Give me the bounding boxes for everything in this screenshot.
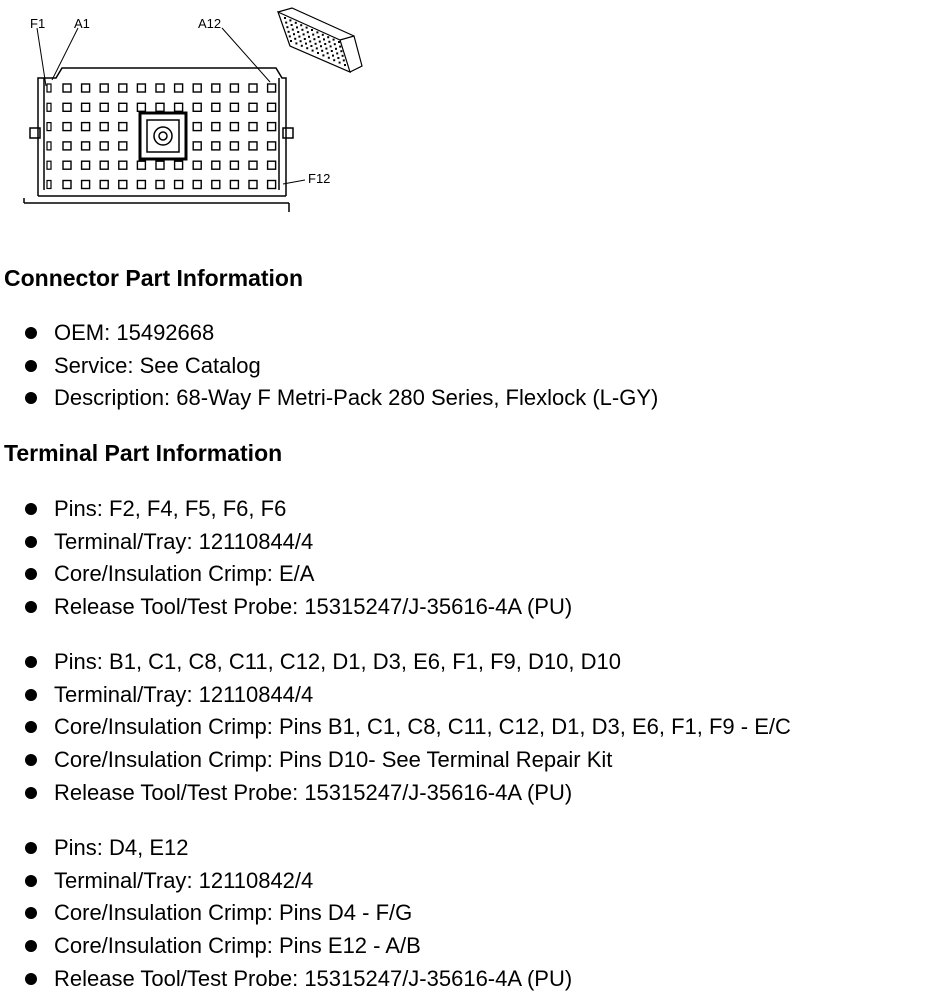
perspective-pin-hole <box>303 33 305 35</box>
perspective-pin-hole <box>284 17 286 19</box>
pin-cavity <box>268 103 276 111</box>
pin-cavity <box>137 181 145 189</box>
item-value: See Catalog <box>139 352 261 378</box>
item-value: 12110844/4 <box>198 528 314 554</box>
pin-cavity <box>212 84 220 92</box>
perspective-pin-hole <box>333 59 335 61</box>
perspective-pin-hole <box>321 50 323 52</box>
bullet-icon <box>25 842 37 854</box>
bullet-icon <box>25 656 37 668</box>
terminal-group-3 <box>0 832 572 995</box>
perspective-pin-hole <box>300 40 302 42</box>
connector-face <box>24 68 293 212</box>
perspective-pin-hole <box>312 34 314 36</box>
perspective-pin-hole <box>288 31 290 33</box>
perspective-pin-hole <box>310 45 312 47</box>
perspective-pin-hole <box>307 31 309 33</box>
terminal-group-2 <box>0 646 791 809</box>
item-label: Pins <box>54 649 97 674</box>
pin-cavity <box>249 123 257 131</box>
perspective-pin-hole <box>327 36 329 38</box>
perspective-pin-hole <box>285 22 287 24</box>
perspective-pin-hole <box>336 52 338 54</box>
list-item: Core/Insulation Crimp: E/A <box>0 558 572 591</box>
perspective-pin-hole <box>317 52 319 54</box>
pin-cavity <box>268 84 276 92</box>
pin-cavity <box>47 161 51 169</box>
item-value: Pins B1, C1, C8, C11, C12, D1, D3, E6, F1, F9 - E/C <box>278 714 791 740</box>
perspective-pin-hole <box>343 59 345 61</box>
pin-cavity <box>193 142 201 150</box>
perspective-pin-hole <box>289 19 291 21</box>
pin-cavity <box>230 84 238 92</box>
perspective-pin-hole <box>324 43 326 45</box>
list-item: Terminal/Tray: 12110844/4 <box>0 526 572 559</box>
item-label: Core/Insulation Crimp <box>54 714 267 740</box>
connector-part-info-list <box>0 317 658 415</box>
bullet-icon <box>25 689 37 701</box>
pin-cavity <box>212 181 220 189</box>
item-label: Pins <box>54 496 97 521</box>
perspective-pin-hole <box>313 38 315 40</box>
item-value: E/A <box>278 561 315 587</box>
terminal-part-info-heading: Terminal Part Information <box>4 440 283 466</box>
pin-cavity <box>119 84 127 92</box>
pin-cavity <box>193 181 201 189</box>
item-label: Terminal/Tray <box>54 681 187 707</box>
item-label: Terminal/Tray <box>54 528 187 554</box>
perspective-pin-hole <box>309 40 311 42</box>
perspective-pin-hole <box>304 38 306 40</box>
pin-cavity <box>47 123 51 131</box>
pin-cavity <box>47 84 51 92</box>
pin-cavity <box>212 161 220 169</box>
list-item: Release Tool/Test Probe: 15315247/J-35616-4A (PU) <box>0 777 791 810</box>
pin-cavity <box>119 161 127 169</box>
perspective-pin-hole <box>318 36 320 38</box>
pin-cavity <box>82 181 90 189</box>
pin-cavity <box>156 181 164 189</box>
item-label: Core/Insulation Crimp <box>54 747 267 773</box>
perspective-pin-holes <box>284 17 346 66</box>
perspective-pin-hole <box>301 29 303 31</box>
perspective-pin-hole <box>312 50 314 52</box>
pin-cavity <box>193 161 201 169</box>
item-value: Pins D10- See Terminal Repair Kit <box>278 747 613 773</box>
item-value: Pins D4 - F/G <box>278 900 413 926</box>
item-label: Pins <box>54 835 97 860</box>
bullet-icon <box>25 973 37 985</box>
list-item: Terminal/Tray: 12110842/4 <box>0 865 572 898</box>
perspective-pin-hole <box>340 50 342 52</box>
perspective-pin-hole <box>305 43 307 45</box>
pin-cavity <box>82 103 90 111</box>
list-item: Description: 68-Way F Metri-Pack 280 Series, Flexlock (L-GY) <box>0 382 658 415</box>
pin-cavity <box>47 181 51 189</box>
pin-cavity <box>82 123 90 131</box>
list-item: Release Tool/Test Probe: 15315247/J-35616-4A (PU) <box>0 963 572 996</box>
pin-cavity <box>249 161 257 169</box>
perspective-pin-hole <box>334 43 336 45</box>
perspective-pin-hole <box>331 50 333 52</box>
label-a12: A12 <box>198 16 222 31</box>
item-value: 15315247/J-35616-4A (PU) <box>304 594 573 620</box>
perspective-pin-hole <box>300 24 302 26</box>
bullet-icon <box>25 721 37 733</box>
item-value: 15315247/J-35616-4A (PU) <box>304 965 573 991</box>
pin-cavity <box>249 84 257 92</box>
item-label: Core/Insulation Crimp <box>54 900 267 926</box>
list-item: Core/Insulation Crimp: Pins D10- See Terminal Repair Kit <box>0 744 791 777</box>
item-label: Core/Insulation Crimp <box>54 561 267 587</box>
pin-cavity <box>63 161 71 169</box>
pin-cavity <box>100 84 108 92</box>
pin-cavity <box>47 142 51 150</box>
list-item: Core/Insulation Crimp: Pins E12 - A/B <box>0 930 572 963</box>
pin-cavity <box>175 181 183 189</box>
perspective-pin-hole <box>335 48 337 50</box>
list-item: Pins: D4, E12 <box>0 832 572 865</box>
item-label: Description <box>54 385 165 411</box>
list-item: OEM: 15492668 <box>0 317 658 350</box>
pin-cavity <box>230 181 238 189</box>
label-a1: A1 <box>74 16 90 31</box>
list-item: Pins: F2, F4, F5, F6, F6 <box>0 493 572 526</box>
pin-cavity <box>63 142 71 150</box>
bullet-icon <box>25 601 37 613</box>
bullet-icon <box>25 503 37 515</box>
bullet-icon <box>25 940 37 952</box>
label-f12: F12 <box>308 171 331 186</box>
pin-cavity <box>268 181 276 189</box>
pin-cavity <box>212 142 220 150</box>
perspective-pin-hole <box>316 47 318 49</box>
pin-cavity <box>82 161 90 169</box>
perspective-pin-hole <box>294 38 296 40</box>
pin-cavity <box>119 103 127 111</box>
pin-cavity <box>100 123 108 131</box>
pin-cavity <box>193 84 201 92</box>
bullet-icon <box>25 754 37 766</box>
pin-cavity <box>249 181 257 189</box>
pin-cavity <box>175 161 183 169</box>
connector-diagram <box>0 0 380 222</box>
item-value: D4, E12 <box>109 835 189 860</box>
pin-cavity <box>268 142 276 150</box>
pin-cavity <box>230 123 238 131</box>
perspective-pin-hole <box>286 26 288 28</box>
pin-cavity <box>212 103 220 111</box>
center-post <box>154 127 172 145</box>
item-label: Release Tool/Test Probe <box>54 594 293 620</box>
label-f1: F1 <box>30 16 46 31</box>
perspective-pin-hole <box>330 45 332 47</box>
perspective-pin-hole <box>327 52 329 54</box>
pin-cavity <box>230 103 238 111</box>
pin-cavity <box>100 161 108 169</box>
item-label: Terminal/Tray <box>54 867 187 893</box>
perspective-pin-hole <box>328 57 330 59</box>
item-value: Pins E12 - A/B <box>278 933 421 959</box>
pin-cavity <box>137 103 145 111</box>
item-value: F2, F4, F5, F6, F6 <box>109 496 287 521</box>
perspective-pin-hole <box>322 34 324 36</box>
perspective-pin-hole <box>322 54 324 56</box>
perspective-pin-hole <box>301 45 303 47</box>
terminal-group-1 <box>0 493 572 624</box>
item-value: 15315247/J-35616-4A (PU) <box>304 779 573 805</box>
perspective-pin-hole <box>320 45 322 47</box>
pin-cavity <box>119 142 127 150</box>
perspective-pin-hole <box>296 26 298 28</box>
pin-grid <box>47 84 276 189</box>
bullet-icon <box>25 907 37 919</box>
item-label: Release Tool/Test Probe <box>54 965 293 991</box>
perspective-pin-hole <box>328 41 330 43</box>
perspective-pin-hole <box>339 62 341 64</box>
connector-perspective-view <box>278 8 362 72</box>
perspective-pin-hole <box>293 33 295 35</box>
perspective-pin-hole <box>344 64 346 66</box>
bullet-icon <box>25 536 37 548</box>
item-label: Core/Insulation Crimp <box>54 933 267 959</box>
item-value: B1, C1, C8, C11, C12, D1, D3, E6, F1, F9, D10, D10 <box>109 649 621 674</box>
list-item: Pins: B1, C1, C8, C11, C12, D1, D3, E6, F1, F9, D10, D10 <box>0 646 791 679</box>
pin-cavity <box>119 181 127 189</box>
perspective-pin-hole <box>308 36 310 38</box>
item-value: 12110842/4 <box>198 867 314 893</box>
pin-cavity <box>268 161 276 169</box>
perspective-pin-hole <box>342 55 344 57</box>
perspective-pin-hole <box>319 41 321 43</box>
pin-cavity <box>193 103 201 111</box>
list-item: Core/Insulation Crimp: Pins B1, C1, C8, C11, C12, D1, D3, E6, F1, F9 - E/C <box>0 711 791 744</box>
pin-cavity <box>63 181 71 189</box>
perspective-pin-hole <box>289 35 291 37</box>
connector-part-info-heading: Connector Part Information <box>4 265 304 291</box>
pin-cavity <box>47 103 51 111</box>
pin-cavity <box>137 161 145 169</box>
pin-cavity <box>156 103 164 111</box>
pin-cavity <box>82 84 90 92</box>
bullet-icon <box>25 787 37 799</box>
perspective-pin-hole <box>315 43 317 45</box>
pin-cavity <box>156 84 164 92</box>
list-item: Terminal/Tray: 12110844/4 <box>0 679 791 712</box>
item-label: OEM <box>54 320 105 345</box>
perspective-pin-hole <box>311 29 313 31</box>
bullet-icon <box>25 875 37 887</box>
perspective-pin-hole <box>337 57 339 59</box>
item-value: 12110844/4 <box>198 681 314 707</box>
pin-cavity <box>137 84 145 92</box>
pin-cavity <box>268 123 276 131</box>
perspective-pin-hole <box>338 41 340 43</box>
perspective-pin-hole <box>297 31 299 33</box>
perspective-pin-hole <box>323 38 325 40</box>
bullet-icon <box>25 360 37 372</box>
bullet-icon <box>25 568 37 580</box>
item-value: 68-Way F Metri-Pack 280 Series, Flexlock (L-GY) <box>176 385 659 411</box>
pin-cavity <box>249 103 257 111</box>
pin-cavity <box>100 181 108 189</box>
list-item: Release Tool/Test Probe: 15315247/J-35616-4A (PU) <box>0 591 572 624</box>
perspective-pin-hole <box>295 22 297 24</box>
perspective-pin-hole <box>306 47 308 49</box>
pin-cavity <box>119 123 127 131</box>
bullet-icon <box>25 327 37 339</box>
item-label: Release Tool/Test Probe <box>54 779 293 805</box>
pin-cavity <box>175 103 183 111</box>
perspective-pin-hole <box>292 29 294 31</box>
perspective-pin-hole <box>333 39 335 41</box>
pin-cavity <box>193 123 201 131</box>
pin-cavity <box>156 161 164 169</box>
item-value: 15492668 <box>116 320 215 345</box>
pin-cavity <box>63 123 71 131</box>
pin-cavity <box>100 142 108 150</box>
pin-cavity <box>63 103 71 111</box>
item-label: Service <box>54 352 128 378</box>
bullet-icon <box>25 392 37 404</box>
perspective-pin-hole <box>339 46 341 48</box>
list-item: Core/Insulation Crimp: Pins D4 - F/G <box>0 897 572 930</box>
perspective-pin-hole <box>290 40 292 42</box>
perspective-pin-hole <box>306 27 308 29</box>
pin-cavity <box>63 84 71 92</box>
pin-cavity <box>249 142 257 150</box>
perspective-pin-hole <box>291 24 293 26</box>
perspective-pin-hole <box>295 42 297 44</box>
callout-lines <box>37 28 305 184</box>
pin-cavity <box>230 161 238 169</box>
pin-cavity <box>230 142 238 150</box>
list-item: Service: See Catalog <box>0 350 658 383</box>
pin-cavity <box>175 84 183 92</box>
perspective-pin-hole <box>298 36 300 38</box>
perspective-pin-hole <box>316 31 318 33</box>
pin-cavity <box>82 142 90 150</box>
pin-cavity <box>100 103 108 111</box>
pin-cavity <box>212 123 220 131</box>
perspective-pin-hole <box>332 55 334 57</box>
perspective-pin-hole <box>325 48 327 50</box>
